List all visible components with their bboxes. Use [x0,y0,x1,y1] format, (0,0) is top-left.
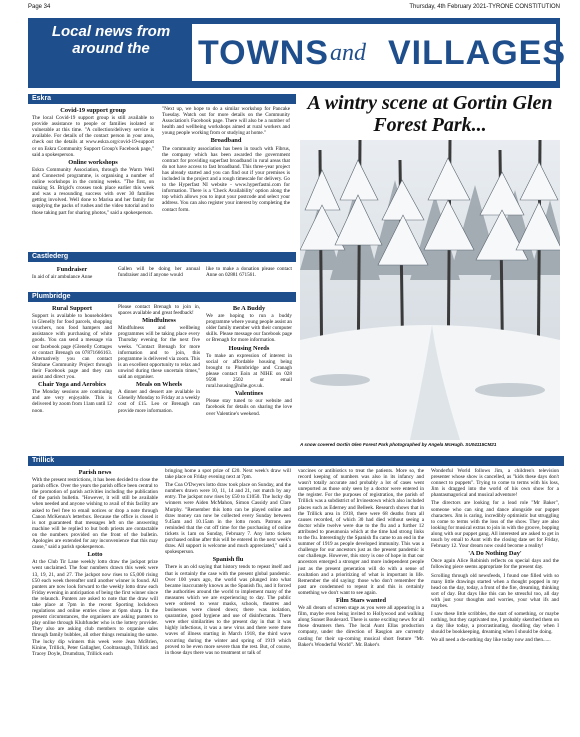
article-paragraph: The Coa O'Dwyers lotto draw took place on Sunday, and the numbers drawn were 10, 11, 14 and 21, not match by any entry. The jackpot now rises by £50 to £1050. The lucky dip winners were Aiden McMahon, Simon Cassidy and Clare Murphy. "Remember this lotto can be played online and draw money can now be collected every Sunday between 9.45am and 10.15am in the lotto room. Patrons are reminded that the cut off time for the purchasing of online tickets is 1am on Sunday, February 7. Any lotto tickets purchased online after this will be entered in the next week's draw. All support is welcome and much appreciated," said a spokesperson. [165,482,291,556]
castlederg-column-1 [32,265,112,282]
article-paragraph: We all need a do-nothing day like today now and then...... [431,637,551,644]
article-heading: Meals on Wheels [135,381,183,389]
article-paragraph: The community association has been in touch with Fibrus, the company which has been awarded the government contract for providing superfast broadband in rural areas that do not have access to fast broadband. This three-year project has already started and you can find out if your premises is included in the project and a rough timescale for delivery. Go to the Hyperfast NI website - www.hyperfastni.com for information. There is a 'Check Availability' option along the top which allows you to input your postcode and select your address. You can also register your interest by completing the contact form. [162,145,290,213]
title-villages: VILLAGES [388,34,567,72]
article-heading: Film Stars wanted [335,596,387,604]
section-eskra: Eskra [28,94,296,104]
article-paragraph: The local Covid-19 support group is still available to provide assistance to people or families isolated or vulnerable at this time. "A collection/delivery service is available. For details of the contact person in your area, check out the details at www.eskra.org/covid-19-support or on Eskra Community Support Group's Facebook page," said a spokesperson. [32,115,154,158]
fundraiser-heading: Fundraiser [56,266,88,273]
snow-forest-photo [300,140,560,440]
trillick-column-4 [431,468,559,646]
article-heading: Rural Support [52,305,92,312]
article-heading: Broadband [210,137,242,145]
article-heading: Be A Buddy [232,305,266,312]
article-paragraph: To make an expression of interest in social or affordable housing being brought to Plumbridge and Cranagh please contact Eoin at NIHE on 028 9598 2502 or email rural.housing@nihe.gov.uk. [206,352,292,390]
tagline-line1: Local news from [51,23,171,40]
article-paragraph: We are hoping to run a buddy programme where young people assist an older family member with their computer skills. Please message our facebook page or Brenagh for more information. [206,313,293,344]
article-paragraph: There is an old saying that history tends to repeat itself and that is certainly the case with the present global pandemic. Over 100 years ago, the world was plunged into what became inaccurately known as the Spanish flu, and it forced the authorities around the world to implement many of the measures which we are experiencing to day. The public were ordered to wear masks, schools, theatres and businesses were closed down; there was isolation, quarantine, good hygiene and use of disinfectants. There were other similarities to the present day in that it was highly infectious, it was a new virus and there were three waves of illness starting in March 1918, the third wave occurring during the winter and spring of 1919 which proved to be even more severe than the rest. But, of course, in those days there was no treatment or talk of [165,564,291,656]
section-plumbridge: Plumbridge [28,292,296,302]
castlederg-text-1: In aid of air ambulance Anne [32,274,93,281]
article-paragraph: A dinner and dessert are available in Glenelly Monday to Friday at a weekly cost of £15. Leo or Brenagh can provide more information. [118,389,200,414]
article-paragraph: Please contact Brenagh to join in, spaces available and great feedback! [118,304,200,317]
article-paragraph: At the Club Tir Lane weekly lotto draw the jackpot prize went unclaimed. The four numbers drawn this week were 13, 19, 21, and 27. The jackpot now rises to £5,000 rising £50 each week thereafter until another winner is found. All punters are now look forward to the weekly lotto draw each Friday evening in anticipation of being the first winner since the relaunch. Punters are asked to note that the draw will take place at 7pm in the recent Sporting lockdown regulations and online entries close at 6pm sharp. In the present circumstances, the organisers are asking punters to play online through Klubfunder who is the lottery provider. They also are asking club members to organise sales through family bubbles, all other things remaining the same. The lucky dip winners this week were Jean McBrien, Kinine, Trillick, Peter Gallagher, Cooltrasnagh, Trillick and Tracey Doyle, Drumdran, Trillick each [32,559,158,657]
article-heading: Housing Needs [228,344,270,352]
article-paragraph: With the present restrictions, it has been decided to close the parish office. Over the years the parish office been central to the promotion of parish activities including the publication of the parish bulletin. "However, it will still be available when needed and anyone wishing to avail of this facility are asked to feel free to email notices or drop a note through Canon McKenna's letterbox. Because the office is closed it is not guaranteed that messages left on the answering machine will be replied to but both priests are contactable on the numbers provided on the front of the bulletin. Apologies are extended for any inconvenience that this may cause," said a parish spokesperson. [32,477,158,551]
article-paragraph: vaccines or antibiotics to treat the patients. More so, the record keeping of numbers was also in its infancy and wasn't totally accurate and probably a lot of cases went unreported as those only seen by a doctor were entered in the register. For the purposes of registration, the parish of Trillick was a subdistrict of Irvinestown which also included places such as Ederney and Belleek. Research shows that in the Trillick area in 1918, there were 68 deaths from all causes recorded, of which 30 had died without seeing a doctor while twelve were due to the flu and a further 12 attributed to pneumonia which at the time had strong links to the flu. Interestingly the Spanish flu came to an end in the summer of 1919 as people developed immunity. This was a challenge for our ancestors just as the present pandemic is our challenge. However, this story is one of hope in that our ancestors emerged a stronger and more independent people just as the present generation will do with a sense of exultation and a prioritizing of what is important in life. Remember the old saying: those who don't remember the past are condemned to repeat it and this is certainly something we don't want to see again. [298,468,424,596]
page-header [28,4,560,14]
title-and: and [330,40,366,66]
banner-tagline [36,23,186,57]
article-paragraph: The directors are looking for a lead role "Mr Baker", someone who can sing and dance alongside our puppet characters. Jim is caring, incredibly optimistic but struggling to come to terms with the loss of the show. They are also looking for musical extras to join in with the groove, bopping along with our puppet gang. All interested are asked to get in touch by email to Aunt with the closing date set for Friday, February 12. Your dream now could become a reality! [431,500,559,550]
article-heading: Parish news [78,469,112,476]
section-castlederg: Castlederg [28,252,296,262]
article-heading: Mindfulness [142,317,176,325]
section-banner [28,18,567,88]
plumbridge-column-2 [118,304,200,416]
eskra-column-2 [162,106,290,215]
trillick-column-3 [298,468,424,650]
castlederg-text-2: Gallen will be doing her annual fundraiser and if anyone would [118,266,200,279]
article-heading: 'A Do Nothing Day' [468,550,522,558]
article-heading: Spanish flu [212,556,244,564]
article-paragraph: Wonderful World follows Jim, a children's television presenter whose show is cancelled, as "kids these days don't connect to puppets". Trying to come to terms with his loss, Jim is dragged into the world of his own show for a phantasmagorical and musical adventure! [431,468,559,499]
castlederg-column-2 [118,266,200,280]
article-paragraph: bringing home a spot prize of £20. Next week's draw will take place on Friday evening next at 7pm. [165,468,291,481]
trillick-column-1 [32,468,158,659]
plumbridge-column-1 [32,304,112,416]
plumbridge-column-3 [206,304,292,419]
article-paragraph: Once again Alice Robinish reflects on special days and the following piece seems appropriate for the present day. [431,558,559,571]
article-paragraph: The Monday sessions are continuing and are very enjoyable. This is delivered by zoom from 11am until 12 noon. [32,389,112,414]
article-heading: Covid-19 support group [60,107,126,114]
article-paragraph: I saw these little scribbles, the start of something, or maybe nothing, but they captivated me, I probably sketched them on a day like today, a procrastinating, doodling day when I should be bookkeeping, dreaming when I should be doing. [431,611,559,636]
photo-caption: A snow covered Gortin Glen Forest Park photographed by Angela McHugh. SU04115CM21 [300,442,497,447]
castlederg-column-3 [206,266,292,280]
eskra-column-1 [32,106,154,218]
page-number: Page 34 [28,4,51,10]
article-paragraph: Support is available to householders in Glenelly for food parcels, shopping vouchers, non food hampers and assistance with purchasing of white goods. You can send a message via our facebook page (Glenelly Cottages or contact Brenagh on 07871666163. Alternatively you can contact Strabane Community Project through their Facebook page and they can assist and direct you. [32,313,112,381]
snow-forest-image [300,140,560,440]
section-trillick: Trillick [28,456,564,466]
article-paragraph: Eskra Community Association, through the Warm Well and Connected programme, is organising a number of online workshops in the coming weeks. "The first, on making St. Brigid's crosses took place earlier this week and was a resounding success with over 30 families getting involved. Well done to Marisa and her family for supplying the packs of rushes and the video tutorial and to those taking part for sharing photos," said a spokesperson. [32,166,154,216]
article-paragraph: We all dream of screen stage as you were all appearing in a film, maybe even being invited to Hollywood and walking along Sunset Boulevard. There is some exciting news for all those dreamers then. The local Aunt Ellas production company, under the direction of Rasgion are currently casting for their up-coming musical short feature "Mr. Baker's Wonderful World". Mr. Baker's [298,605,424,648]
article-heading: Chair Yoga and Aerobics [38,381,106,389]
title-towns: TOWNS [198,34,329,72]
article-heading: Lotto [87,551,103,559]
article-paragraph: Scrolling through old newsfeeds, I found one filled with so many little drawings started when a thought popped in my head on the day, today, a front of the fire, dreaming, thinking sort of day. But days like this can be stressful too, all day with just your thoughts and worries, your what ifs and maybes. [431,572,559,609]
photo-headline: A wintry scene at Gortin Glen Forest Park... [307,92,553,136]
article-paragraph: Mindfulness and wellbeing programmes will be taking place every Thursday evening for the next five weeks. "Contact Brenagh for more information and to join, this programme is delivered via zoom. This is an excellent opportunity to relax and unwind during these uncertain times," said an organiser. [118,325,200,381]
issue-date: Thursday, 4th February 2021-TYRONE CONSTITUTION [409,4,560,10]
article-paragraph: Please stay tuned to our website and facebook for details on sharing the love over Valentine's weekend. [206,398,292,417]
towns-villages-title [192,24,567,81]
article-heading: Valentines [234,390,264,398]
castlederg-text-3: like to make a donation please contact Anne on 02881 671561. [206,266,292,279]
article-paragraph: "Next up, we hope to do a similar workshop for Pancake Tuesday. Watch out for more details on the Community Association's Facebook page. There will also be a number of health and wellbeing workshops aimed at rural workers and young people working from or studying at home." [162,106,290,137]
trillick-column-2 [165,468,291,658]
tagline-line2: around the [72,40,150,57]
article-heading: Online workshops [68,158,118,166]
